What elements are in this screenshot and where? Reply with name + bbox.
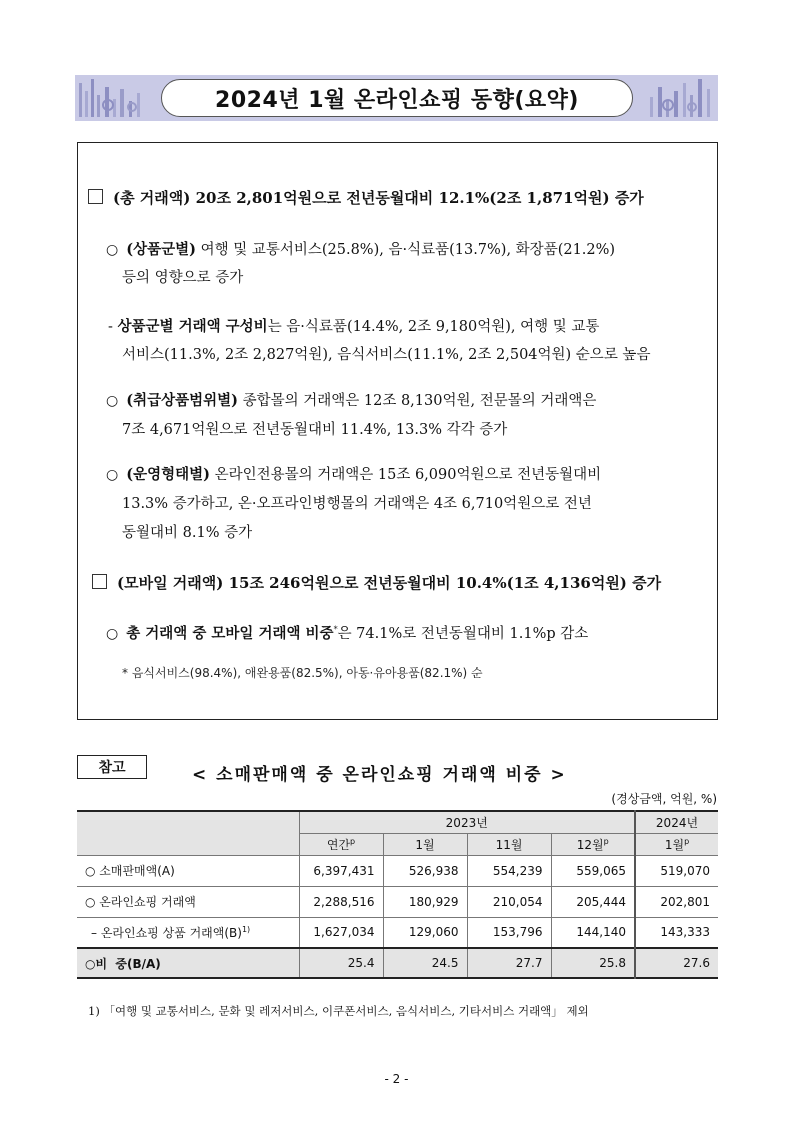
square-bullet-icon: [88, 189, 103, 204]
cell-value: 6,397,431: [299, 855, 383, 886]
scope-text: 종합몰의 거래액은 12조 8,130억원, 전문몰의 거래액은: [238, 393, 597, 409]
cell-value: 526,938: [383, 855, 467, 886]
circle-bullet-icon: ○: [106, 467, 119, 483]
operation-line1: [106, 463, 601, 484]
mobile-text: 15조 246억원으로 전년동월대비 10.4%(1조 4,136억원) 증가: [223, 574, 662, 592]
table-row: [77, 917, 718, 948]
header-annual: [299, 833, 383, 855]
cell-value: 2,288,516: [299, 886, 383, 917]
page-title: 2024년 1월 온라인쇼핑 동향(요약): [161, 79, 633, 117]
table-row: [77, 886, 718, 917]
mobile-share-line: [106, 622, 588, 643]
header-annual-text: 연간: [326, 837, 351, 852]
circle-bullet-icon: ○: [106, 242, 119, 258]
header-2023: 2023년: [299, 811, 635, 833]
total-headline: [88, 187, 644, 208]
prelim-mark: p: [603, 836, 609, 846]
header-dec: [551, 833, 635, 855]
table-corner-cell: [77, 811, 299, 855]
prelim-mark: p: [350, 836, 356, 846]
cell-value: 210,054: [467, 886, 551, 917]
summary-box: [77, 142, 718, 720]
scope-line1: [106, 389, 596, 410]
mobile-label: (모바일 거래액): [117, 574, 224, 592]
cell-value: 202,801: [635, 886, 718, 917]
cell-value: 153,796: [467, 917, 551, 948]
header-dec-text: 12월: [576, 837, 604, 852]
circle-bullet-icon: ○: [106, 393, 119, 409]
row-label: [77, 917, 299, 948]
cell-value: 27.7: [467, 948, 551, 978]
cell-value: 27.6: [635, 948, 718, 978]
scope-label: (취급상품범위별): [126, 392, 238, 409]
operation-line2: 13.3% 증가하고, 온·오프라인병행몰의 거래액은 4조 6,710억원으로 전년: [122, 496, 592, 512]
operation-label: (운영형태별): [126, 466, 210, 483]
row-label: ○ 소매판매액(A): [77, 855, 299, 886]
table-row: [77, 855, 718, 886]
mobile-headline: [92, 572, 661, 593]
cell-value: 1,627,034: [299, 917, 383, 948]
title-banner: [75, 75, 718, 121]
unit-label: (경상금액, 억원, %): [611, 792, 717, 806]
composition-label: 상품군별 거래액 구성비: [117, 318, 268, 335]
cell-value: 554,239: [467, 855, 551, 886]
footnote-mark: *: [333, 625, 338, 635]
category-line2: 등의 영향으로 증가: [122, 270, 244, 286]
operation-text: 온라인전용몰의 거래액은 15조 6,090억원으로 전년동월대비: [209, 467, 602, 483]
reference-tag: 참고: [77, 755, 147, 779]
table-footnote: 1) 「여행 및 교통서비스, 문화 및 레저서비스, 이쿠폰서비스, 음식서비스, 기타서비스 거래액」 제외: [88, 1004, 589, 1018]
scope-line2: 7조 4,671억원으로 전년동월대비 11.4%, 13.3% 각각 증가: [122, 422, 508, 438]
header-jan24-text: 1월: [664, 837, 685, 852]
total-label: (총 거래액): [113, 189, 191, 207]
retail-online-table: [77, 810, 718, 979]
cell-value: 129,060: [383, 917, 467, 948]
dash-bullet: -: [108, 319, 118, 335]
category-label: (상품군별): [126, 241, 196, 258]
header-2024: 2024년: [635, 811, 718, 833]
cell-value: 180,929: [383, 886, 467, 917]
mobile-share-text: 은 74.1%로 전년동월대비 1.1%p 감소: [337, 626, 589, 642]
cell-value: 24.5: [383, 948, 467, 978]
header-nov: 11월: [467, 833, 551, 855]
prelim-mark: p: [684, 836, 690, 846]
row-label: ○ 온라인쇼핑 거래액: [77, 886, 299, 917]
cell-value: 205,444: [551, 886, 635, 917]
composition-text: 는 음·식료품(14.4%, 2조 9,180억원), 여행 및 교통: [267, 319, 600, 335]
category-text: 여행 및 교통서비스(25.8%), 음·식료품(13.7%), 화장품(21.2%): [195, 242, 616, 258]
header-jan: 1월: [383, 833, 467, 855]
category-line1: [106, 238, 615, 259]
reference-title: < 소매판매액 중 온라인쇼핑 거래액 비중 >: [192, 765, 567, 785]
summary-note: * 음식서비스(98.4%), 애완용품(82.5%), 아동·유아용품(82.1%) 순: [122, 666, 483, 680]
bar-pattern-icon: [75, 75, 165, 121]
cell-value: 519,070: [635, 855, 718, 886]
cell-value: 143,333: [635, 917, 718, 948]
cell-value: 144,140: [551, 917, 635, 948]
cell-value: 559,065: [551, 855, 635, 886]
table-row-total: [77, 948, 718, 978]
total-text: 20조 2,801억원으로 전년동월대비 12.1%(2조 1,871억원) 증가: [190, 189, 644, 207]
cell-value: 25.8: [551, 948, 635, 978]
footnote-mark: 1): [241, 924, 251, 934]
table-header-row: [77, 811, 718, 833]
composition-line2: 서비스(11.3%, 2조 2,827억원), 음식서비스(11.1%, 2조 2,504억원) 순으로 높음: [122, 347, 651, 363]
row-label-text: – 온라인쇼핑 상품 거래액(B): [91, 925, 242, 940]
composition-line1: [108, 315, 599, 336]
bar-pattern-icon: [628, 75, 718, 121]
row-label: ○비 중(B/A): [77, 948, 299, 978]
cell-value: 25.4: [299, 948, 383, 978]
operation-line3: 동월대비 8.1% 증가: [122, 525, 253, 541]
square-bullet-icon: [92, 574, 107, 589]
mobile-share-label: 총 거래액 중 모바일 거래액 비중: [126, 625, 334, 642]
header-jan-2024: [635, 833, 718, 855]
circle-bullet-icon: ○: [106, 626, 119, 642]
page-number: - 2 -: [384, 1072, 409, 1086]
